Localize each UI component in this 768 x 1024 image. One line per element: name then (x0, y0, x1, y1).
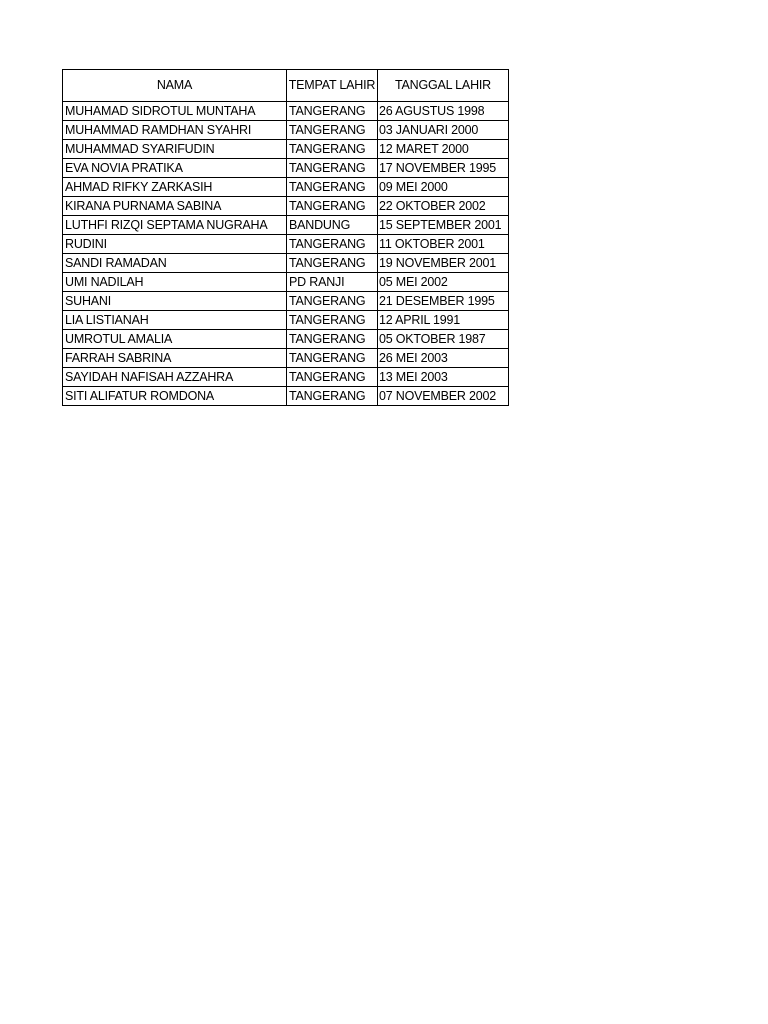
cell-tanggal-lahir: 19 NOVEMBER 2001 (378, 254, 509, 273)
cell-nama: SUHANI (63, 292, 287, 311)
column-header-nama: NAMA (63, 70, 287, 102)
table-row (63, 102, 509, 121)
table-row (63, 311, 509, 330)
cell-tempat-lahir: TANGERANG (287, 311, 378, 330)
cell-nama: FARRAH SABRINA (63, 349, 287, 368)
cell-tempat-lahir: TANGERANG (287, 140, 378, 159)
table-body (63, 102, 509, 406)
cell-tempat-lahir: TANGERANG (287, 349, 378, 368)
cell-tanggal-lahir: 15 SEPTEMBER 2001 (378, 216, 509, 235)
table-row (63, 235, 509, 254)
table-row (63, 368, 509, 387)
table-row (63, 292, 509, 311)
cell-tanggal-lahir: 03 JANUARI 2000 (378, 121, 509, 140)
table-row (63, 197, 509, 216)
cell-tempat-lahir: BANDUNG (287, 216, 378, 235)
table-row (63, 178, 509, 197)
cell-tanggal-lahir: 13 MEI 2003 (378, 368, 509, 387)
cell-nama: MUHAMAD SIDROTUL MUNTAHA (63, 102, 287, 121)
cell-tempat-lahir: TANGERANG (287, 121, 378, 140)
table-row (63, 273, 509, 292)
column-header-tanggal-lahir: TANGGAL LAHIR (378, 70, 509, 102)
cell-tempat-lahir: TANGERANG (287, 197, 378, 216)
cell-tanggal-lahir: 12 MARET 2000 (378, 140, 509, 159)
cell-tanggal-lahir: 12 APRIL 1991 (378, 311, 509, 330)
cell-nama: RUDINI (63, 235, 287, 254)
cell-nama: UMROTUL AMALIA (63, 330, 287, 349)
table-row (63, 216, 509, 235)
table-row (63, 387, 509, 406)
table-row (63, 254, 509, 273)
cell-tempat-lahir: TANGERANG (287, 178, 378, 197)
cell-nama: SITI ALIFATUR ROMDONA (63, 387, 287, 406)
cell-tempat-lahir: TANGERANG (287, 254, 378, 273)
cell-nama: MUHAMMAD SYARIFUDIN (63, 140, 287, 159)
cell-tempat-lahir: TANGERANG (287, 159, 378, 178)
cell-nama: AHMAD RIFKY ZARKASIH (63, 178, 287, 197)
cell-nama: UMI NADILAH (63, 273, 287, 292)
table-row (63, 349, 509, 368)
cell-tempat-lahir: TANGERANG (287, 102, 378, 121)
cell-nama: LIA LISTIANAH (63, 311, 287, 330)
cell-tanggal-lahir: 05 OKTOBER 1987 (378, 330, 509, 349)
cell-nama: SAYIDAH NAFISAH AZZAHRA (63, 368, 287, 387)
cell-tanggal-lahir: 22 OKTOBER 2002 (378, 197, 509, 216)
cell-tempat-lahir: PD RANJI (287, 273, 378, 292)
cell-nama: EVA NOVIA PRATIKA (63, 159, 287, 178)
table-row (63, 121, 509, 140)
header-row (63, 70, 509, 102)
cell-tempat-lahir: TANGERANG (287, 387, 378, 406)
table-row (63, 330, 509, 349)
cell-nama: LUTHFI RIZQI SEPTAMA NUGRAHA (63, 216, 287, 235)
student-table (62, 69, 509, 406)
cell-tanggal-lahir: 26 MEI 2003 (378, 349, 509, 368)
cell-tempat-lahir: TANGERANG (287, 292, 378, 311)
table-row (63, 140, 509, 159)
cell-nama: SANDI RAMADAN (63, 254, 287, 273)
cell-tempat-lahir: TANGERANG (287, 368, 378, 387)
column-header-tempat-lahir: TEMPAT LAHIR (287, 70, 378, 102)
cell-tanggal-lahir: 07 NOVEMBER 2002 (378, 387, 509, 406)
cell-tanggal-lahir: 05 MEI 2002 (378, 273, 509, 292)
cell-tempat-lahir: TANGERANG (287, 235, 378, 254)
cell-nama: KIRANA PURNAMA SABINA (63, 197, 287, 216)
cell-tanggal-lahir: 11 OKTOBER 2001 (378, 235, 509, 254)
cell-tanggal-lahir: 09 MEI 2000 (378, 178, 509, 197)
cell-nama: MUHAMMAD RAMDHAN SYAHRI (63, 121, 287, 140)
cell-tanggal-lahir: 26 AGUSTUS 1998 (378, 102, 509, 121)
cell-tanggal-lahir: 21 DESEMBER 1995 (378, 292, 509, 311)
cell-tanggal-lahir: 17 NOVEMBER 1995 (378, 159, 509, 178)
table-row (63, 159, 509, 178)
cell-tempat-lahir: TANGERANG (287, 330, 378, 349)
spreadsheet-page (62, 69, 509, 406)
